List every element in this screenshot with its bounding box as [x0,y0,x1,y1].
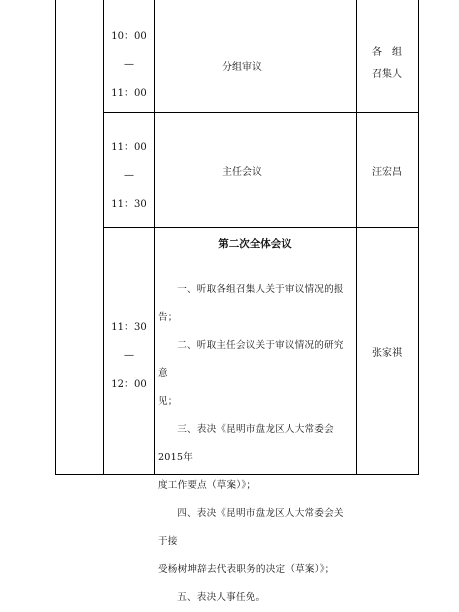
agenda-item-4-cont: 受杨树坤辞去代表职务的决定（草案）》； [158,564,335,575]
row-2-content: 主任会议 [222,167,262,178]
row-divider-2 [103,227,419,228]
row-2-time-dash: — [124,170,134,181]
row-1-time-start: 10：00 [111,31,147,42]
row-1-person [357,42,417,86]
agenda-item-1: 一、听取各组召集人关于审议情况的报告； [158,284,344,323]
row-1-person-line-1: 各 组 [372,47,402,58]
row-1-time-dash: — [124,59,134,70]
row-2-time-start: 11：00 [111,142,147,153]
row-3-time-dash: — [124,350,134,361]
row-divider-1 [103,112,419,113]
row-1-content: 分组审议 [222,62,262,73]
row-3-time-end: 12：00 [111,379,147,390]
table-border-left [55,0,56,475]
row-1-person-line-2: 召集人 [372,69,402,80]
row-2-person: 汪宏昌 [372,167,402,178]
agenda-list [158,276,352,612]
agenda-item-2-cont: 见； [158,396,178,407]
agenda-item-3-cont: 度工作要点（草案）》； [158,480,257,491]
row-3-person: 张家祺 [372,348,402,359]
row-2-time-end: 11：30 [111,199,147,210]
row-1-time [104,30,154,100]
row-3-time [104,321,154,391]
row-3-time-start: 11：30 [111,322,147,333]
agenda-item-3: 三、表决《昆明市盘龙区人大常委会2015年 [158,424,334,463]
session-title: 第二次全体会议 [218,238,292,250]
row-2-time [104,141,154,211]
agenda-item-2: 二、听取主任会议关于审议情况的研究意 [158,340,344,379]
agenda-item-4: 四、表决《昆明市盘龙区人大常委会关于接 [158,508,344,547]
agenda-item-5: 五、表决人事任免。 [177,592,266,603]
row-1-time-end: 11：00 [111,88,147,99]
